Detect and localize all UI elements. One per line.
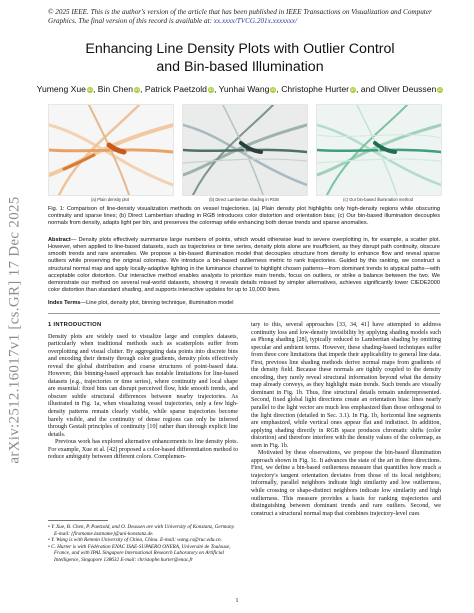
- orcid-icon[interactable]: iD: [351, 87, 355, 92]
- figure-panel-b: [182, 104, 308, 196]
- footnote-item: • Y. Wang is with Renmin University of China, China. E-mail: wang.cs@ruc.edu.cn.: [48, 537, 222, 544]
- author: Oliver Deussen iD: [377, 84, 443, 94]
- copyright-text: © 2025 IEEE. This is the author's version of the article that has been published in IEEE Transactions on Visualization and Computer Graphics. The final version of this record is available at:: [48, 8, 432, 25]
- intro-paragraph-1: Density plots are widely used to visualize large and complex datasets, particularly when traditional methods such as scatterplots suffer from overplotting and visual clutter. By aggregating data points into discrete bins and encoding their density through color gradients, density plots effectively reveal the global distribution and coarse structures of point-based data. However, this binning-based approach has notable limitations for line-based datasets (e.g., trajectories or time series), where continuity and local shape are essential: fixed bins can disrupt perceived flow, hide smooth trends, and obscure subtle structural differences between nearby trajectories. As illustrated in Fig. 1a, when visualizing vessel trajectories, only a few high-density patterns remain clearly visible, while sparse trajectories become barely visible, and the continuity of dense regions can only be inferred through Gestalt principles of continuity [10] rather than through explicit line details.: [48, 333, 238, 438]
- orcid-icon[interactable]: iD: [209, 87, 213, 92]
- orcid-icon[interactable]: iD: [271, 87, 276, 92]
- index-terms-text: —Line plot, density plot, binning technique, illumination model: [80, 300, 234, 306]
- copyright-notice: [48, 8, 448, 26]
- abstract-text: — Density plots effectively summarize large numbers of points, which would otherwise lead to severe overplotting in, for example, a scatter plot. However, when applied to line-based datasets, such as trajectories or time series, density plots alone are insufficient, as they disrupt path continuity, obscure smooth trends and rare anomalies. We propose a bin-based illumination model that decouples structure from density to enhance flow and reveal sparse outliers while preserving the original colormap. We introduce a bin-based outlierness metric to rank trajectories. Guided by this ranking, we construct a structural normal map and apply locally-adaptive lighting in the luminance channel to highlight chosen patterns—from dominant trends to atypical paths—with acceptable color distortion. Our interactive method enables analysts to prioritize main trends, focus on outliers, or strike a balance between the two. We demonstrate our method on several real-world datasets, showing it reveals details missed by simpler alternatives, achieves significantly lower CIEDE2000 color distortion than standard shading, and supports interactive updates for up to 10,000 lines.: [48, 237, 440, 294]
- index-terms: [48, 300, 440, 307]
- title-line-1: Enhancing Line Density Plots with Outlier Control: [85, 41, 395, 57]
- author: Patrick Paetzold iD,: [144, 84, 219, 94]
- subcaption-b: (b) Direct Lambertian shading in RGB: [209, 197, 279, 202]
- footnote-divider: [48, 520, 108, 521]
- intro-paragraph-4: Motivated by these observations, we propose the bin-based illumination approach shown in Fig. 1c. It advances the state of the art in three directions. First, we define a bin-based outlierness measure that quantifies how much a trajectory's tangent orientation deviates from those of its local neighbors; informally, parallel neighbors indicate high similarity and low outlierness, while crossing or shape-distinct neighbors indicate low similarity and high outlierness. This measure provides a basis for ranking trajectories and distinguishing between dominant trends and rare outliers. Second, we construct a structural normal map that combines trajectory-level cues: [251, 450, 441, 517]
- author-list: [28, 84, 452, 95]
- orcid-icon[interactable]: iD: [135, 87, 139, 92]
- title-line-2: and Bin-based Illumination: [156, 59, 324, 75]
- figure-panel-a: [48, 104, 174, 196]
- density-plot-image: [49, 105, 173, 195]
- page-number: 1: [235, 598, 239, 604]
- orcid-icon[interactable]: iD: [438, 87, 443, 92]
- author: Yumeng Xue iD,: [36, 84, 98, 94]
- intro-paragraph-2: Previous work has explored alternative enhancements to line density plots. For example, Xue et al. [42] proposed a color-based differentiation method to reduce ambiguity between different colors. Complemen-: [48, 439, 238, 461]
- orcid-icon[interactable]: iD: [88, 87, 92, 92]
- subcaption-a: (a) Plain density plot: [91, 197, 129, 202]
- paper-title: [30, 40, 450, 76]
- body-column-left: [48, 322, 238, 462]
- abstract-divider: [48, 313, 440, 314]
- intro-paragraph-3: tary to this, several approaches [33, 34, 41] have attempted to address continuity loss and low-density invisibility by applying shading models such as Phong shading [28], typically reduced to Lambertian shading by omitting specular and ambient terms. However, these shading-based techniques suffer from three core limitations that impede their applicability to general line data. First, previous line shading methods derive normal maps from gradients of the density field. Because these normals are tightly coupled to the density encoding, they rarely reveal structural information beyond what the density map already conveys, as they highlight main trends. Such trends are visually dominant in Fig. 1b. Thus, fine structural details remain underrepresented. Second, fixed global light directions create an orientation bias: lines nearly parallel to the light vector are much less emphasized than those orthogonal to the light direction (detailed in Sec. 3.1). In Fig. 1b, horizontal line segments are emphasized, while vertical ones appear flat and indistinct. In addition, applying shading directly in RGB space produces chromatic shifts (color distortion) and therefore interfere with the density values of the colormap, as seen in Fig. 1b.: [251, 322, 441, 449]
- rgb-shading-image: [183, 105, 307, 195]
- author: Christophe Hurter iD, and: [281, 84, 378, 94]
- section-heading: 1 INTRODUCTION: [48, 322, 102, 328]
- abstract-label: Abstract: [48, 237, 71, 243]
- figure-panel-c: [316, 104, 442, 196]
- footnote-item: • Y. Xue, B. Chen, P. Paetzold, and O. Deussen are with University of Konstanz, Germany. E-mail: {firstname.lastname}@uni-konstanz.de.: [48, 524, 235, 537]
- abstract: [48, 237, 440, 294]
- doi-link[interactable]: xx.xxxx/TVCG.201x.xxxxxxx/: [213, 17, 297, 25]
- arxiv-stamp: [4, 160, 26, 500]
- body-column-right: [251, 322, 441, 518]
- index-terms-label: Index Terms: [48, 300, 81, 306]
- author: Yunhai Wang iD,: [218, 84, 282, 94]
- footnote-item: • C. Hurter is with Fédération ENAC ISAE-SUPAERO ONERA, Université de Toulouse, France, and with IPAL Singapore International Research Laboratory on Artificial Intelligence, Singapore 138632 E-mail: christophe.hurter@enac.fr: [48, 543, 231, 563]
- subcaption-c: (c) Our bin-based illumination method: [343, 197, 413, 202]
- bin-illumination-image: [317, 105, 441, 195]
- arxiv-stamp-text: arXiv:2512.16017v1 [cs.GR] 17 Dec 2025: [6, 196, 23, 464]
- figure-caption: Fig. 1: Comparison of line-density visualization methods on vessel trajectories. (a) Plain density plot highlights only high-density regions while obscuring continuity and sparse lines; (b) Direct Lambertian shading in RGB introduces color distortion and orientation bias; (c) Our bin-based illumination decouples normals from density, adapts light per bin, and preserves the colormap while enhancing both dense trends and sparse anomalies.: [48, 206, 440, 227]
- author: Bin Chen iD,: [97, 84, 145, 94]
- footnotes: [48, 524, 238, 564]
